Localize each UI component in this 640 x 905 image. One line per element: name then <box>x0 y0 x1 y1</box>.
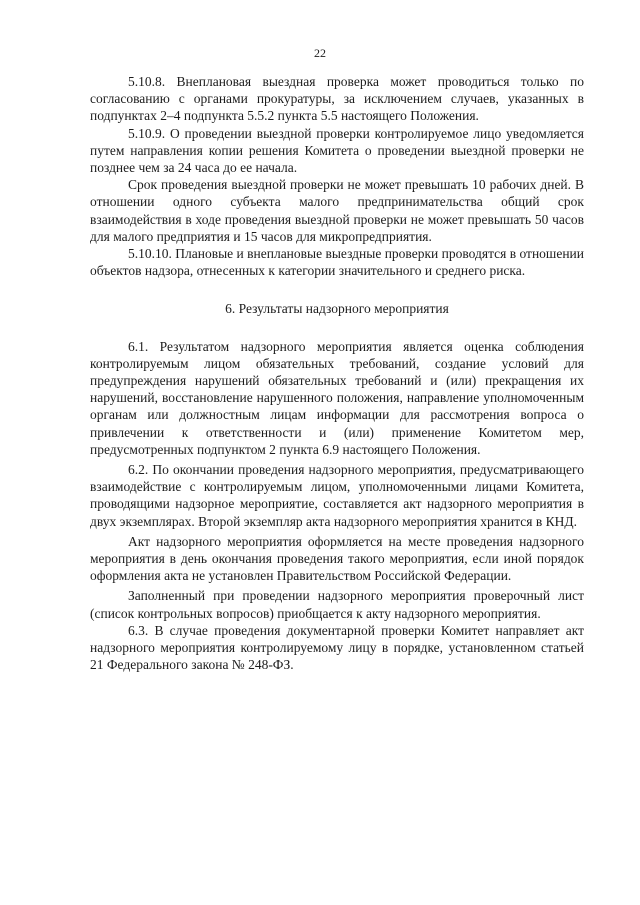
section-heading: 6. Результаты надзорного мероприятия <box>225 301 449 317</box>
paragraph-checklist: Заполненный при проведении надзорного мероприятия проверочный лист (список контрольных вопросов) приобщается к акту надзорного мероприятия. <box>90 588 584 621</box>
document-body <box>90 73 584 674</box>
paragraph-5-10-10: 5.10.10. Плановые и внеплановые выездные проверки проводятся в отношении объектов надзора, отнесенных к категории значительного и среднего риска. <box>90 246 584 279</box>
paragraph-6-3: 6.3. В случае проведения документарной проверки Комитет направляет акт надзорного мероприятия контролируемому лицу в порядке, установленном статьей 21 Федерального закона № 248-ФЗ. <box>90 622 584 673</box>
paragraph-inspection-duration: Срок проведения выездной проверки не может превышать 10 рабочих дней. В отношении одного субъекта малого предпринимательства общий срок взаимодействия в ходе проведения выездной проверки не может превышать 50 часов для малого предприятия и 15 часов для микропредприятия. <box>90 177 584 244</box>
paragraph-act-registration: Акт надзорного мероприятия оформляется на месте проведения надзорного мероприятия в день окончания проведения такого мероприятия, если иной порядок оформления акта не установлен Правительством Российской Федерации. <box>90 533 584 584</box>
paragraph-5-10-9: 5.10.9. О проведении выездной проверки контролируемое лицо уведомляется путем направления копии решения Комитета о проведении выездной проверки не позднее чем за 24 часа до ее начала. <box>90 125 584 176</box>
paragraph-6-2: 6.2. По окончании проведения надзорного мероприятия, предусматривающего взаимодействие с контролируемым лицом, уполномоченными лицами Комитета, проводящими надзорное мероприятие, составляется акт надзорного мероприятия в двух экземплярах. Второй экземпляр акта надзорного мероприятия хранится в КНД. <box>90 462 584 529</box>
paragraph-5-10-8: 5.10.8. Внеплановая выездная проверка может проводиться только по согласованию с органами прокуратуры, за исключением случаев, указанных в подпунктах 2–4 подпункта 5.5.2 пункта 5.5 настоящего Положения. <box>90 74 584 124</box>
page-number: 22 <box>314 46 326 60</box>
paragraph-6-1: 6.1. Результатом надзорного мероприятия является оценка соблюдения контролируемым лицом обязательных требований, создание условий для предупреждения нарушений обязательных требований и (или) прекращения их нарушений, восстановление нарушенного положения, направление уполномоченным органам или должностным лицам информации для рассмотрения вопроса о привлечении к ответственности и (или) применение Комитетом мер, предусмотренных подпунктом 2 пункта 6.9 настоящего Положения. <box>90 338 584 457</box>
